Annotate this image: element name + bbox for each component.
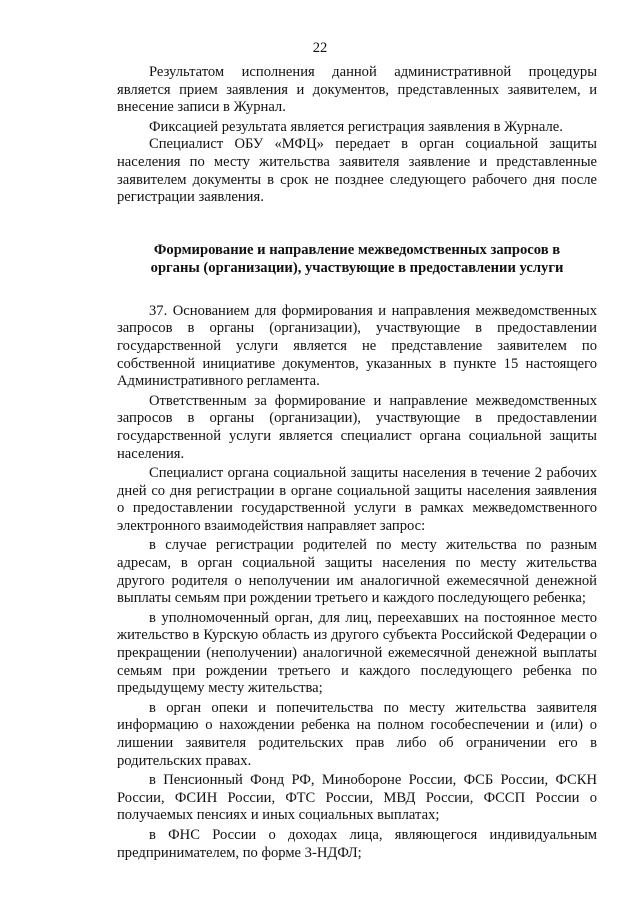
list-item-authorized-body: в уполномоченный орган, для лиц, переехавших на постоянное место жительство в Курскую область из другого субъекта Российской Федерации о прекращении (неполучении) аналогичной ежемесячной денежной выплаты семьям при рождении третьего и каждого последующего ребенка по предыдущему месту жительства; <box>117 609 597 697</box>
paragraph-mfc-transfer: Специалист ОБУ «МФЦ» передает в орган социальной защиты населения по месту жительства заявителя заявление и представленные заявителем документы в срок не позднее следующего рабочего дня после регистрации заявления. <box>117 136 597 206</box>
list-item-other-parent: в случае регистрации родителей по месту жительства по разным адресам, в орган социальной защиты населения по месту жительства другого родителя о неполучении им аналогичной ежемесячной денежной выплаты семьям при рождении третьего и каждого последующего ребенка; <box>117 537 597 607</box>
list-item-pension-fund: в Пенсионный Фонд РФ, Минобороне России, ФСБ России, ФСКН России, ФСИН России, ФТС России, МВД России, ФССП России о получаемых пенсиях и иных социальных выплатах; <box>117 772 597 824</box>
list-item-guardianship-body: в орган опеки и попечительства по месту жительства заявителя информацию о нахождении ребенка на полном гособеспечении и (или) о лишении заявителя родительских прав либо об ограничении его в родительских правах. <box>117 699 597 769</box>
paragraph-37-basis: 37. Основанием для формирования и направления межведомственных запросов в органы (организации), участвующие в предоставлении государственной услуги является не представление заявителем по собственной инициативе документов, указанных в пункте 15 настоящего Административного регламента. <box>117 302 597 390</box>
paragraph-procedure-result: Результатом исполнения данной административной процедуры является прием заявления и документов, представленных заявителем, и внесение записи в Журнал. <box>117 64 597 116</box>
paragraph-result-fixation: Фиксацией результата является регистрация заявления в Журнале. <box>149 118 563 135</box>
section-heading-line-2: органы (организации), участвующие в предоставлении услуги <box>150 259 564 276</box>
paragraph-responsible-specialist: Ответственным за формирование и направление межведомственных запросов в органы (организации), участвующие в предоставлении государственной услуги является специалист органа социальной защиты населения. <box>117 392 597 462</box>
section-heading <box>117 241 597 277</box>
document-body <box>117 64 597 862</box>
section-heading-line-1: Формирование и направление межведомственных запросов в <box>153 241 561 258</box>
page-number: 22 <box>312 40 328 56</box>
paragraph-request-timing: Специалист органа социальной защиты населения в течение 2 рабочих дней со дня регистрации в органе социальной защиты населения заявления о предоставлении государственной услуги в рамках межведомственного электронного взаимодействия направляет запрос: <box>117 465 597 534</box>
list-item-tax-service: в ФНС России о доходах лица, являющегося индивидуальным предпринимателем, по форме 3-НДФЛ; <box>117 826 597 861</box>
